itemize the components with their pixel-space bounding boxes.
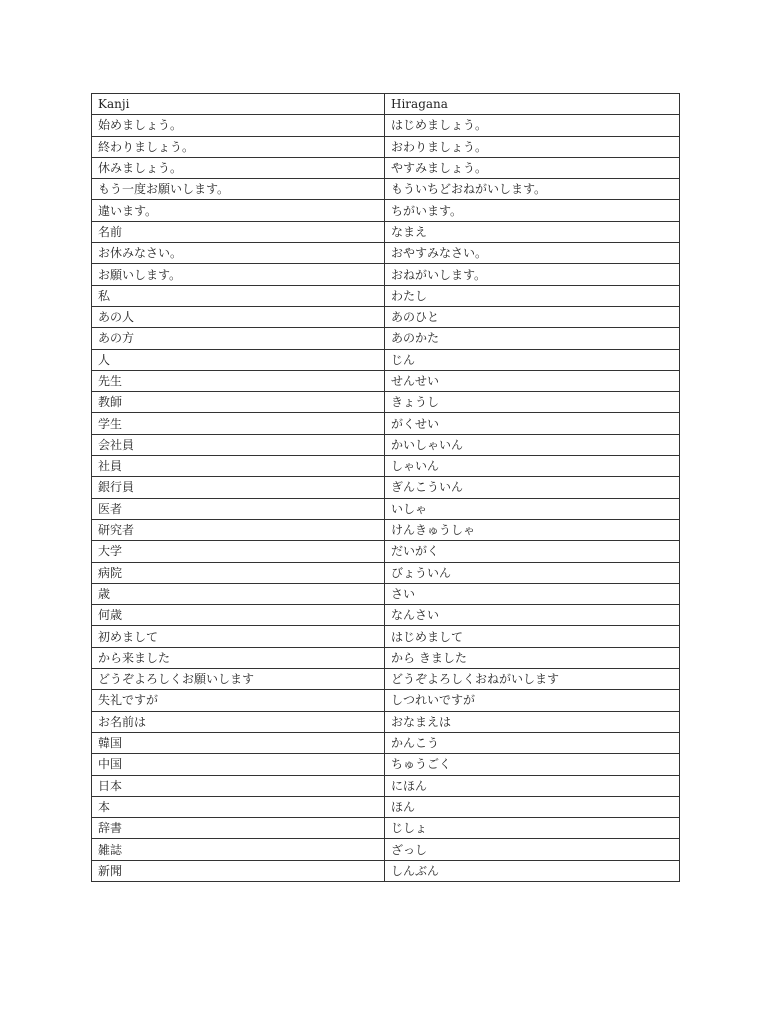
kanji-cell: 何歳 xyxy=(92,605,385,626)
table-row xyxy=(92,328,680,349)
table-row xyxy=(92,243,680,264)
hiragana-cell: から きました xyxy=(385,647,680,668)
kanji-cell: 名前 xyxy=(92,221,385,242)
table-row xyxy=(92,626,680,647)
hiragana-cell: じしょ xyxy=(385,818,680,839)
vocabulary-table-body xyxy=(92,94,680,882)
kanji-cell: 始めましょう。 xyxy=(92,115,385,136)
table-row xyxy=(92,732,680,753)
kanji-cell: 違います。 xyxy=(92,200,385,221)
kanji-cell: 人 xyxy=(92,349,385,370)
kanji-cell: どうぞよろしくお願いします xyxy=(92,669,385,690)
kanji-cell: 社員 xyxy=(92,456,385,477)
hiragana-cell: ちがいます。 xyxy=(385,200,680,221)
table-row xyxy=(92,413,680,434)
hiragana-cell: おねがいします。 xyxy=(385,264,680,285)
hiragana-cell: わたし xyxy=(385,285,680,306)
hiragana-cell: おやすみなさい。 xyxy=(385,243,680,264)
kanji-cell: 病院 xyxy=(92,562,385,583)
table-row xyxy=(92,477,680,498)
hiragana-cell: いしゃ xyxy=(385,498,680,519)
kanji-cell: 韓国 xyxy=(92,732,385,753)
hiragana-cell: せんせい xyxy=(385,370,680,391)
hiragana-cell: あのひと xyxy=(385,306,680,327)
table-header-row xyxy=(92,94,680,115)
hiragana-cell: なんさい xyxy=(385,605,680,626)
kanji-cell: 歳 xyxy=(92,583,385,604)
table-row xyxy=(92,306,680,327)
table-row xyxy=(92,519,680,540)
hiragana-cell: じん xyxy=(385,349,680,370)
kanji-cell: もう一度お願いします。 xyxy=(92,179,385,200)
kanji-cell: 大学 xyxy=(92,541,385,562)
table-row xyxy=(92,690,680,711)
kanji-cell: 中国 xyxy=(92,754,385,775)
hiragana-cell: しゃいん xyxy=(385,456,680,477)
table-row xyxy=(92,200,680,221)
hiragana-cell: びょういん xyxy=(385,562,680,583)
hiragana-cell: きょうし xyxy=(385,392,680,413)
kanji-cell: 銀行員 xyxy=(92,477,385,498)
table-row xyxy=(92,605,680,626)
header-kanji: Kanji xyxy=(92,94,385,115)
kanji-cell: あの人 xyxy=(92,306,385,327)
kanji-cell: お休みなさい。 xyxy=(92,243,385,264)
kanji-cell: お願いします。 xyxy=(92,264,385,285)
hiragana-cell: おわりましょう。 xyxy=(385,136,680,157)
kanji-cell: 日本 xyxy=(92,775,385,796)
kanji-cell: お名前は xyxy=(92,711,385,732)
hiragana-cell: どうぞよろしくおねがいします xyxy=(385,669,680,690)
hiragana-cell: しんぶん xyxy=(385,860,680,881)
table-row xyxy=(92,541,680,562)
table-row xyxy=(92,860,680,881)
hiragana-cell: ほん xyxy=(385,796,680,817)
hiragana-cell: もういちどおねがいします。 xyxy=(385,179,680,200)
vocabulary-table xyxy=(91,93,680,882)
table-row xyxy=(92,136,680,157)
table-row xyxy=(92,796,680,817)
table-row xyxy=(92,179,680,200)
table-row xyxy=(92,562,680,583)
kanji-cell: 休みましょう。 xyxy=(92,157,385,178)
hiragana-cell: あのかた xyxy=(385,328,680,349)
kanji-cell: 本 xyxy=(92,796,385,817)
kanji-cell: あの方 xyxy=(92,328,385,349)
table-row xyxy=(92,456,680,477)
kanji-cell: 辞書 xyxy=(92,818,385,839)
table-row xyxy=(92,754,680,775)
header-hiragana: Hiragana xyxy=(385,94,680,115)
kanji-cell: 教師 xyxy=(92,392,385,413)
kanji-cell: 私 xyxy=(92,285,385,306)
table-row xyxy=(92,647,680,668)
table-row xyxy=(92,392,680,413)
kanji-cell: 初めまして xyxy=(92,626,385,647)
hiragana-cell: だいがく xyxy=(385,541,680,562)
table-row xyxy=(92,711,680,732)
kanji-cell: から来ました xyxy=(92,647,385,668)
hiragana-cell: がくせい xyxy=(385,413,680,434)
table-row xyxy=(92,264,680,285)
table-row xyxy=(92,818,680,839)
table-row xyxy=(92,434,680,455)
kanji-cell: 先生 xyxy=(92,370,385,391)
hiragana-cell: かんこう xyxy=(385,732,680,753)
table-row xyxy=(92,157,680,178)
hiragana-cell: けんきゅうしゃ xyxy=(385,519,680,540)
kanji-cell: 学生 xyxy=(92,413,385,434)
table-row xyxy=(92,115,680,136)
table-row xyxy=(92,669,680,690)
hiragana-cell: はじめましょう。 xyxy=(385,115,680,136)
table-row xyxy=(92,583,680,604)
hiragana-cell: なまえ xyxy=(385,221,680,242)
table-row xyxy=(92,775,680,796)
table-row xyxy=(92,498,680,519)
kanji-cell: 会社員 xyxy=(92,434,385,455)
hiragana-cell: ちゅうごく xyxy=(385,754,680,775)
table-row xyxy=(92,839,680,860)
kanji-cell: 新聞 xyxy=(92,860,385,881)
hiragana-cell: ざっし xyxy=(385,839,680,860)
hiragana-cell: かいしゃいん xyxy=(385,434,680,455)
hiragana-cell: しつれいですが xyxy=(385,690,680,711)
table-row xyxy=(92,349,680,370)
kanji-cell: 雑誌 xyxy=(92,839,385,860)
hiragana-cell: ぎんこういん xyxy=(385,477,680,498)
hiragana-cell: やすみましょう。 xyxy=(385,157,680,178)
kanji-cell: 研究者 xyxy=(92,519,385,540)
kanji-cell: 医者 xyxy=(92,498,385,519)
hiragana-cell: さい xyxy=(385,583,680,604)
kanji-cell: 終わりましょう。 xyxy=(92,136,385,157)
kanji-cell: 失礼ですが xyxy=(92,690,385,711)
hiragana-cell: はじめまして xyxy=(385,626,680,647)
table-row xyxy=(92,285,680,306)
table-row xyxy=(92,370,680,391)
table-row xyxy=(92,221,680,242)
hiragana-cell: おなまえは xyxy=(385,711,680,732)
hiragana-cell: にほん xyxy=(385,775,680,796)
